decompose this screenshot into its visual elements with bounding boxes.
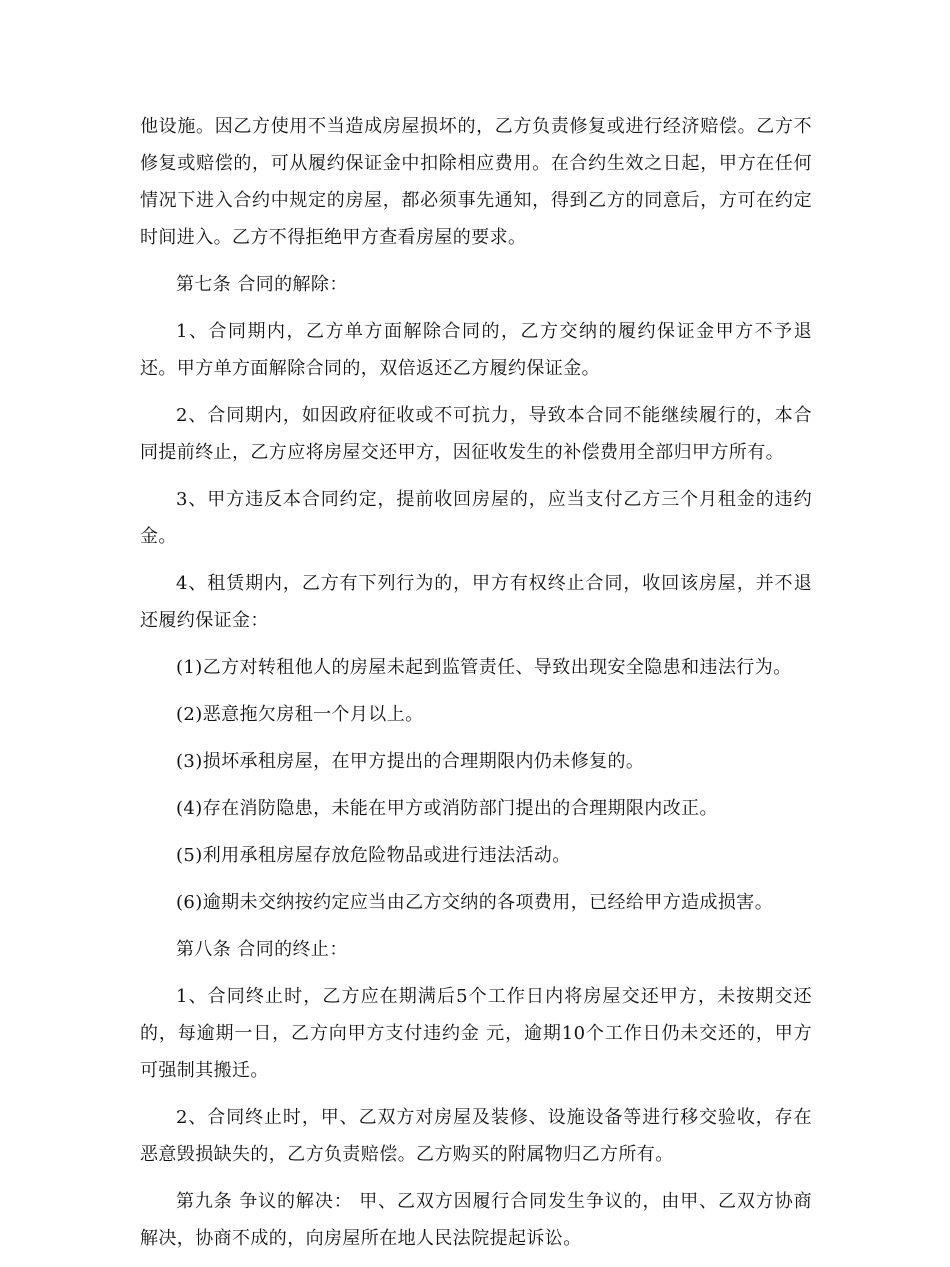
paragraph-8-2: 2、合同终止时，甲、乙双方对房屋及装修、设施设备等进行移交验收，存在恶意毁损缺失的，乙方负责赔偿。乙方购买的附属物归乙方所有。 (140, 1107, 812, 1165)
heading-article-8: 第八条 合同的终止： (176, 939, 348, 960)
list-item-6: (6)逾期未交纳按约定应当由乙方交纳的各项费用，已经给甲方造成损害。 (176, 892, 774, 913)
heading-article-7: 第七条 合同的解除： (176, 274, 348, 295)
list-item-4: (4)存在消防隐患，未能在甲方或消防部门提出的合理期限内改正。 (176, 798, 718, 819)
paragraph-7-3: 3、甲方违反本合同约定，提前收回房屋的，应当支付乙方三个月租金的违约金。 (140, 489, 812, 547)
paragraph-continuation: 他设施。因乙方使用不当造成房屋损坏的，乙方负责修复或进行经济赔偿。乙方不修复或赔偿的，可从履约保证金中扣除相应费用。在合约生效之日起，甲方在任何情况下进入合约中规定的房屋，都必须事先通知，得到乙方的同意后，方可在约定时间进入。乙方不得拒绝甲方查看房屋的要求。 (140, 116, 812, 248)
list-item-5: (5)利用承租房屋存放危险物品或进行违法活动。 (176, 845, 571, 866)
paragraph-8-1: 1、合同终止时，乙方应在期满后5个工作日内将房屋交还甲方，未按期交还的，每逾期一日，乙方向甲方支付违约金 元，逾期10个工作日仍未交还的，甲方可强制其搬迁。 (140, 986, 812, 1081)
paragraph-article-9: 第九条 争议的解决： 甲、乙双方因履行合同发生争议的，由甲、乙双方协商解决，协商不成的，向房屋所在地人民法院提起诉讼。 (140, 1191, 812, 1249)
paragraph-7-2: 2、合同期内，如因政府征收或不可抗力，导致本合同不能继续履行的，本合同提前终止，乙方应将房屋交还甲方，因征收发生的补偿费用全部归甲方所有。 (140, 405, 812, 463)
list-item-3: (3)损坏承租房屋，在甲方提出的合理期限内仍未修复的。 (176, 751, 645, 772)
list-item-2: (2)恶意拖欠房租一个月以上。 (176, 704, 424, 725)
paragraph-7-4: 4、租赁期内，乙方有下列行为的，甲方有权终止合同，收回该房屋，并不退还履约保证金： (140, 573, 812, 631)
paragraph-7-1: 1、合同期内，乙方单方面解除合同的，乙方交纳的履约保证金甲方不予退还。甲方单方面解除合同的，双倍返还乙方履约保证金。 (140, 321, 812, 379)
list-item-1: (1)乙方对转租他人的房屋未起到监管责任、导致出现安全隐患和违法行为。 (176, 657, 792, 678)
document-body (140, 108, 812, 1267)
